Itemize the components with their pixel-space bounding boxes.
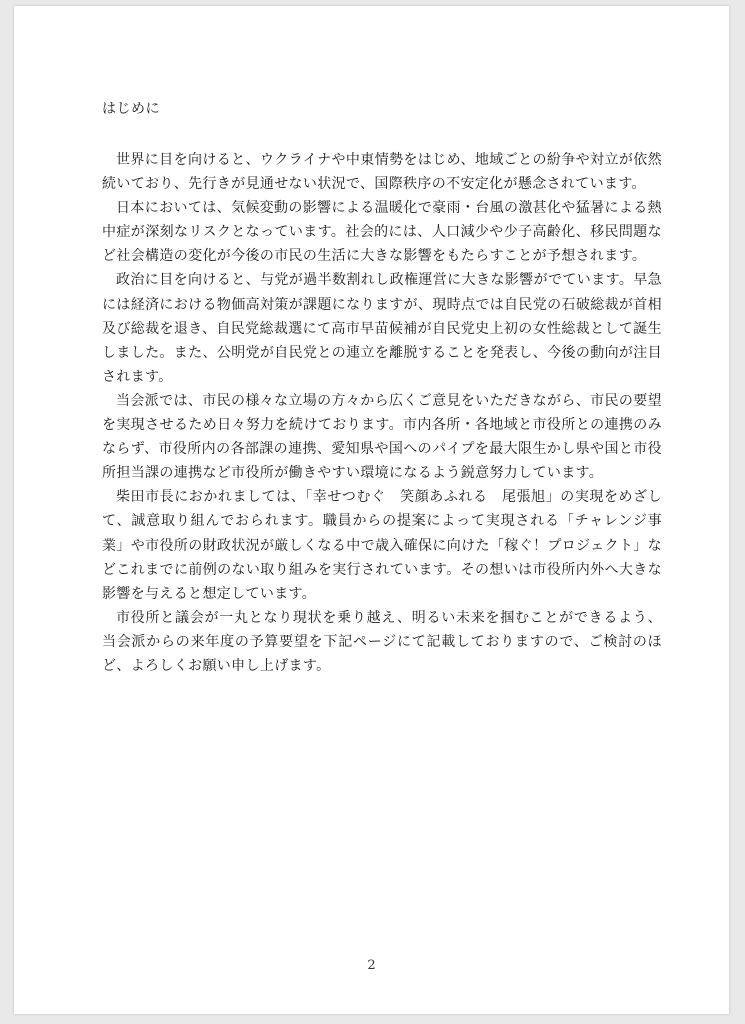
section-heading: はじめに bbox=[102, 101, 160, 117]
page-number: 2 bbox=[367, 958, 376, 973]
body-text bbox=[102, 148, 662, 678]
document-page bbox=[14, 6, 729, 1014]
paragraph-closing: 市役所と議会が一丸となり現状を乗り越え、明るい未来を掴むことができるよう、当会派からの来年度の予算要望を下記ページにて記載しておりますので、ご検討のほど、よろしくお願い申し上げます。 bbox=[102, 609, 662, 674]
paragraph-politics: 政治に目を向けると、与党が過半数割れし政権運営に大きな影響がでています。早急には経済における物価高対策が課題になりますが、現時点では自民党の石破総裁が首相及び総裁を退き、自民党総裁選にて高市早苗候補が自民党史上初の女性総裁として誕生しました。また、公明党が自民党との連立を離脱することを発表し、今後の動向が注目されます。 bbox=[102, 272, 662, 385]
paragraph-japan: 日本においては、気候変動の影響による温暖化で豪雨・台風の激甚化や猛暑による熱中症が深刻なリスクとなっています。社会的には、人口減少や少子高齢化、移民問題など社会構造の変化が今後の市民の生活に大きな影響をもたらすことが予想されます。 bbox=[102, 200, 662, 265]
paragraph-world: 世界に目を向けると、ウクライナや中東情勢をはじめ、地域ごとの紛争や対立が依然続いており、先行きが見通せない状況で、国際秩序の不安定化が懸念されています。 bbox=[102, 152, 662, 193]
paragraph-faction: 当会派では、市民の様々な立場の方々から広くご意見をいただきながら、市民の要望を実現させるため日々努力を続けております。市内各所・各地域と市役所との連携のみならず、市役所内の各部課の連携、愛知県や国へのパイプを最大限生かし県や国と市役所担当課の連携など市役所が働きやすい環境になるよう鋭意努力しています。 bbox=[102, 392, 662, 482]
paragraph-mayor: 柴田市長におかれましては、「幸せつむぐ 笑顔あふれる 尾張旭」の実現をめざして、誠意取り組んでおられます。職員からの提案によって実現される「チャレンジ事業」や市役所の財政状況が厳しくなる中で歳入確保に向けた「稼ぐ！プロジェクト」などこれまでに前例のない取り組みを実行されています。その想いは市役所内外へ大きな影響を与えると想定しています。 bbox=[102, 489, 662, 602]
